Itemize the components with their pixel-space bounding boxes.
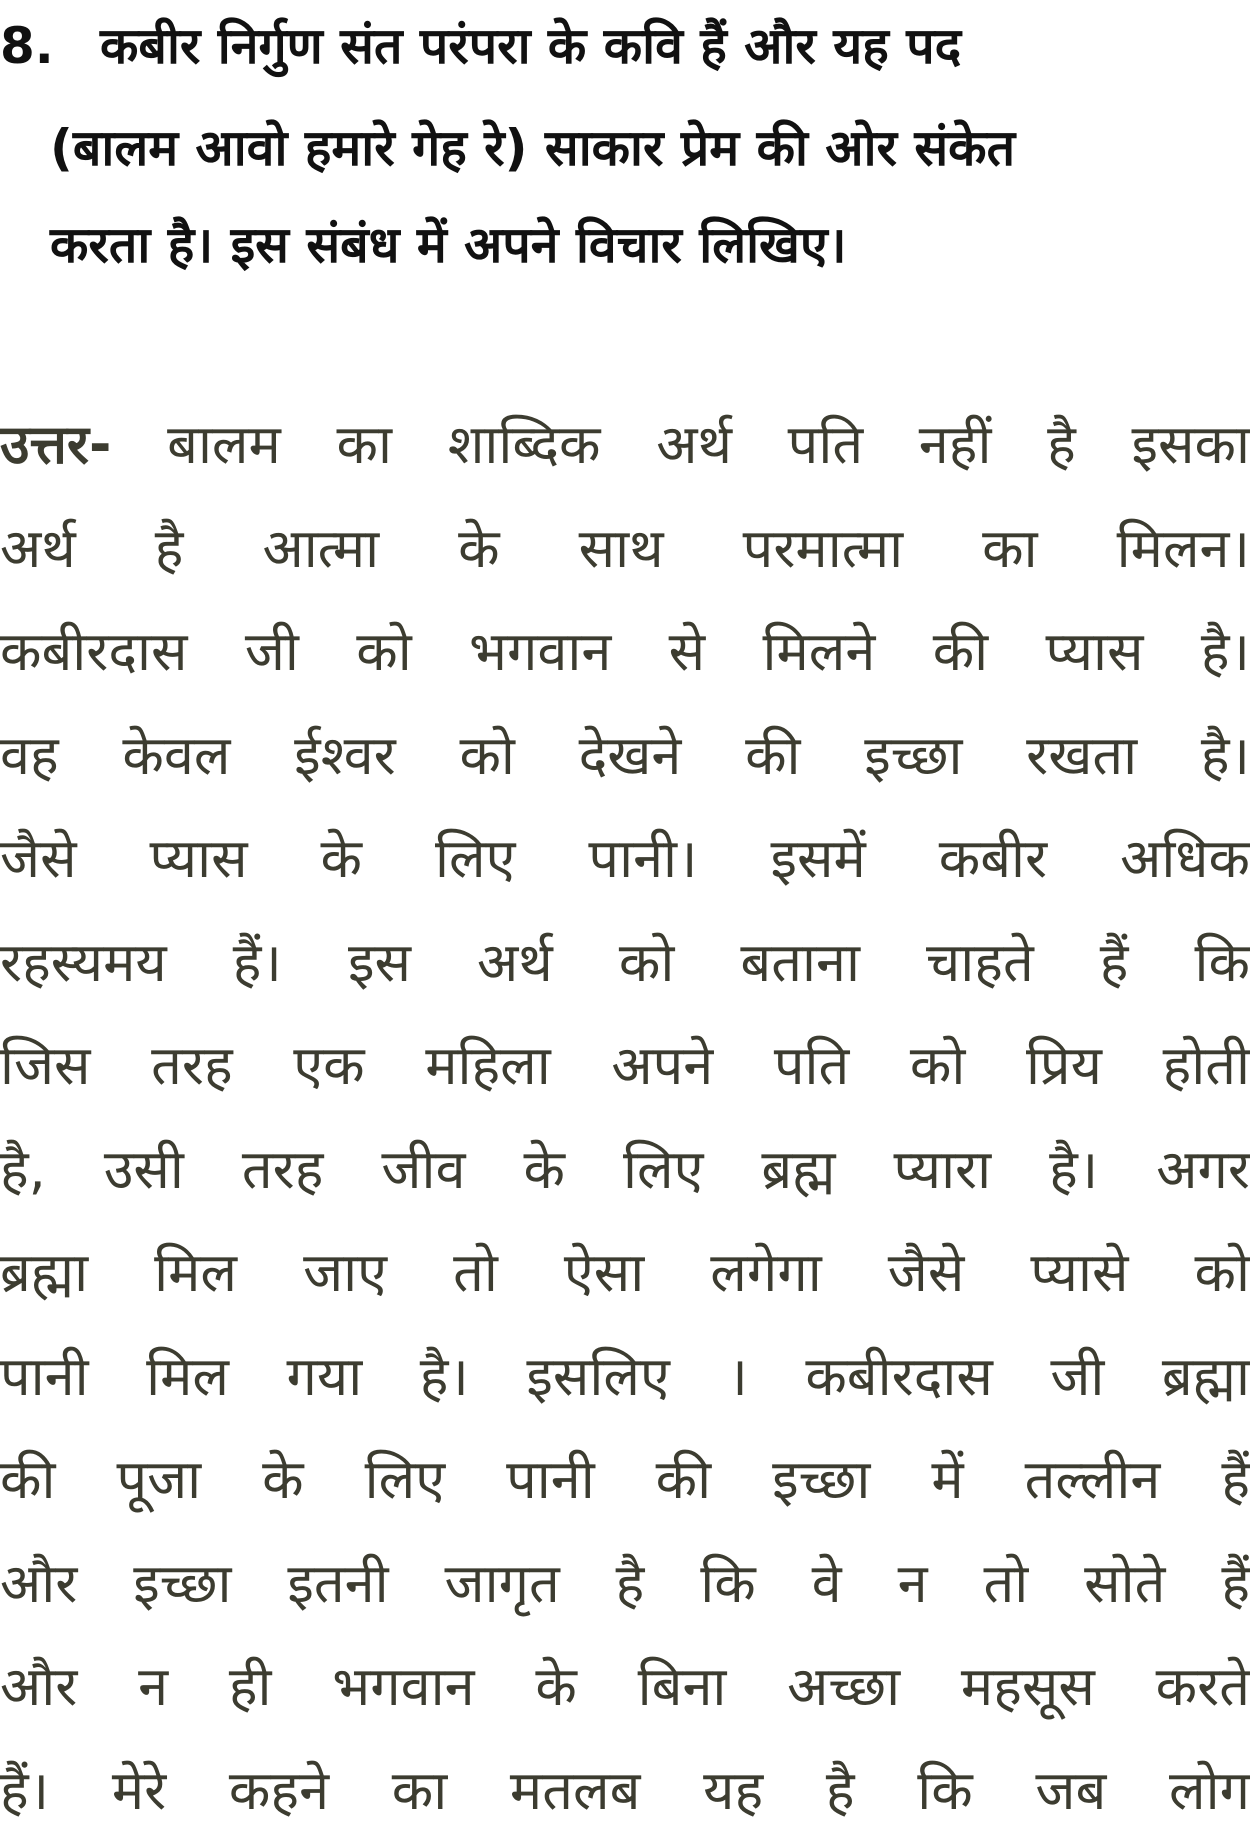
answer-line: हैं। मेरे कहने का मतलब यह है कि जब लोग	[0, 1739, 1250, 1842]
answer-line: और न ही भगवान के बिना अच्छा महसूस करते	[0, 1635, 1250, 1739]
answer-label: उत्तर-	[0, 413, 111, 476]
question-line-3: करता है। इस संबंध में अपने विचार लिखिए।	[50, 195, 847, 295]
answer	[0, 393, 1250, 1842]
question-line-1	[0, 0, 1257, 96]
answer-line: जैसे प्यास के लिए पानी। इसमें कबीर अधिक	[0, 807, 1250, 911]
question-number: 8.	[0, 0, 54, 96]
question-line-2: (बालम आवो हमारे गेह रे) साकार प्रेम की ओर संकेत	[50, 98, 1015, 198]
answer-line: रहस्यमय हैं। इस अर्थ को बताना चाहते हैं कि	[0, 911, 1250, 1015]
answer-line: की पूजा के लिए पानी की इच्छा में तल्लीन हैं	[0, 1428, 1250, 1532]
answer-line: जिस तरह एक महिला अपने पति को प्रिय होती	[0, 1014, 1250, 1118]
answer-line: कबीरदास जी को भगवान से मिलने की प्यास है।	[0, 600, 1250, 704]
question-text: कबीर निर्गुण संत परंपरा के कवि हैं और यह पद	[100, 0, 961, 96]
answer-line	[0, 393, 1250, 497]
answer-line: ब्रह्मा मिल जाए तो ऐसा लगेगा जैसे प्यासे को	[0, 1221, 1250, 1325]
answer-line: है, उसी तरह जीव के लिए ब्रह्म प्यारा है। अगर	[0, 1118, 1250, 1222]
answer-line: पानी मिल गया है। इसलिए । कबीरदास जी ब्रह्मा	[0, 1325, 1250, 1429]
answer-text: बालम का शाब्दिक अर्थ पति नहीं है इसका	[167, 413, 1250, 476]
answer-line: और इच्छा इतनी जागृत है कि वे न तो सोते हैं	[0, 1532, 1250, 1636]
answer-line: अर्थ है आत्मा के साथ परमात्मा का मिलन।	[0, 497, 1250, 601]
answer-line: वह केवल ईश्वर को देखने की इच्छा रखता है।	[0, 704, 1250, 808]
